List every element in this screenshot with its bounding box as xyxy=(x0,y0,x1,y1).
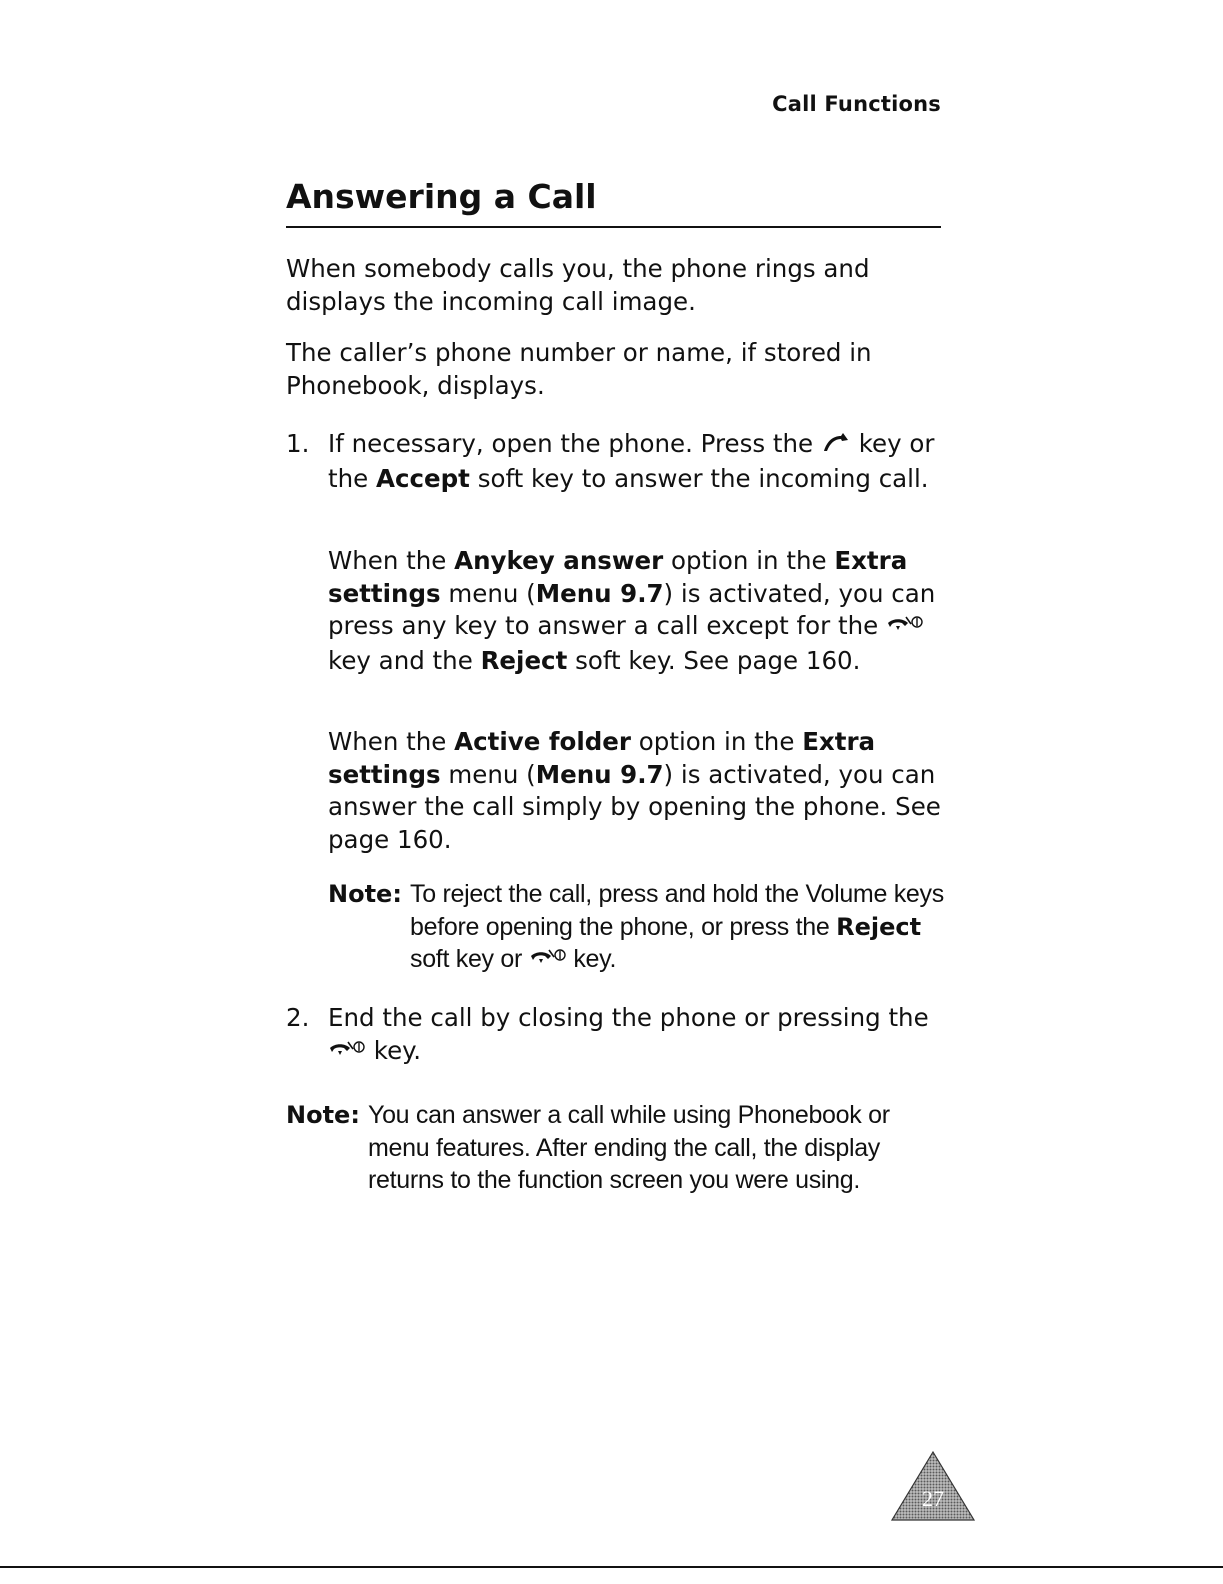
note-label-text: Note xyxy=(286,1101,351,1129)
step-2-text-b: key. xyxy=(373,1035,421,1065)
extra-settings-label: Extra settings xyxy=(328,727,876,789)
note-label-text: Note xyxy=(328,880,393,908)
anykey-option-label: Anykey answer xyxy=(454,546,664,575)
menu-ref-label: Menu 9.7 xyxy=(535,759,664,789)
active-folder-text-c: menu ( xyxy=(448,759,536,789)
send-key-icon xyxy=(821,430,851,463)
end-power-key-icon xyxy=(328,1037,366,1070)
step-1-text xyxy=(328,428,948,495)
note-label: Note: xyxy=(286,1101,360,1129)
active-folder-text-a: When the xyxy=(328,727,447,756)
page-number-badge xyxy=(890,1450,976,1522)
step-1-text-a: If necessary, open the phone. Press the xyxy=(328,429,814,458)
bottom-border xyxy=(0,1566,1223,1568)
anykey-text-f: soft key. See page 160. xyxy=(575,645,861,675)
step-2-text xyxy=(328,1002,948,1069)
reject-softkey-label: Reject xyxy=(480,645,568,675)
anykey-text-b: option in the xyxy=(670,546,827,575)
anykey-text-c: menu ( xyxy=(448,578,536,608)
step-1-text-b: key or the xyxy=(328,429,935,493)
active-folder-option-label: Active folder xyxy=(454,727,631,756)
reject-softkey-label: Reject xyxy=(836,912,922,941)
note-label: Note: xyxy=(328,880,402,908)
active-folder-text-b: option in the xyxy=(638,727,795,756)
extra-settings-label: Extra settings xyxy=(328,546,908,608)
anykey-answer-paragraph xyxy=(328,545,948,677)
reject-note-text xyxy=(410,878,950,978)
step-number: 1. xyxy=(286,429,310,458)
active-folder-paragraph xyxy=(328,726,948,856)
menu-ref-label: Menu 9.7 xyxy=(535,578,664,608)
page-number: 27 xyxy=(922,1486,944,1511)
title-underline xyxy=(286,226,941,228)
reject-note-text-c: key. xyxy=(573,945,617,973)
end-power-key-icon xyxy=(886,612,924,645)
anykey-text-e: key and the xyxy=(328,645,473,675)
step-number: 2. xyxy=(286,1003,310,1032)
step-1-text-c: soft key to answer the incoming call. xyxy=(477,463,929,493)
active-folder-text-d: ) is activated, you can answer the call simply by opening the phone. See page 160. xyxy=(328,759,941,854)
reject-note-text-a: To reject the call, press and hold the Volume keys before opening the phone, or press the xyxy=(410,880,944,941)
accept-softkey-label: Accept xyxy=(376,463,470,493)
intro-paragraph-1: When somebody calls you, the phone rings and displays the incoming call image. xyxy=(286,254,870,316)
page-title: Answering a Call xyxy=(286,177,597,216)
anykey-text-d: ) is activated, you can press any key to answer a call except for the xyxy=(328,578,936,640)
step-2-text-a: End the call by closing the phone or pressing the xyxy=(328,1003,929,1032)
intro-paragraph-2: The caller’s phone number or name, if stored in Phonebook, displays. xyxy=(286,338,872,400)
reject-note-text-b: soft key or xyxy=(410,945,523,973)
end-power-key-icon xyxy=(529,945,567,978)
section-header: Call Functions xyxy=(772,92,941,116)
general-note-text: You can answer a call while using Phonebook or menu features. After ending the call, the display returns to the function screen you were using. xyxy=(368,1101,890,1194)
anykey-text-a: When the xyxy=(328,546,447,575)
